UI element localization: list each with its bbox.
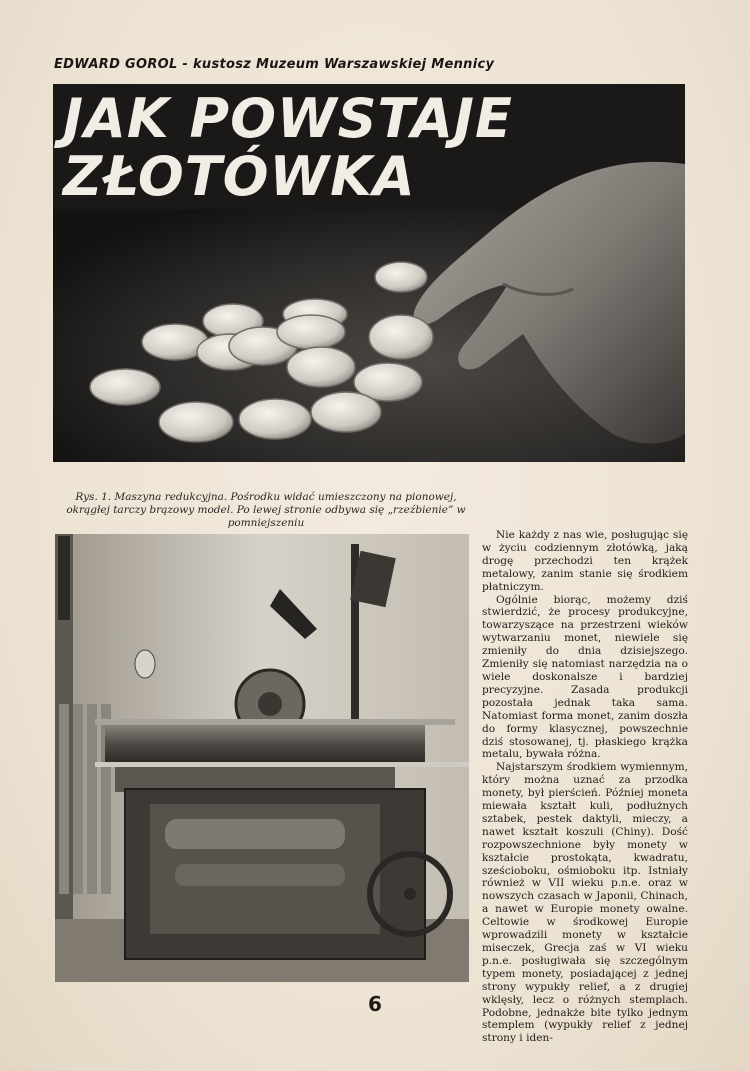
figure-caption: Rys. 1. Maszyna redukcyjna. Pośrodku widać umieszczony na pionowej, okrągłej tarczy brązowy model. Po lewej stronie odbywa się „rzeźbienie” w pomniejszeniu — [66, 491, 466, 529]
headline-line-2: ZŁOTÓWKA — [63, 145, 416, 208]
page-number: 6 — [368, 992, 382, 1016]
article-text — [482, 529, 688, 1045]
reduction-machine-photo — [55, 534, 469, 982]
headline-line-1: JAK POWSTAJE — [63, 87, 513, 150]
article-paragraph: Ogólnie biorąc, możemy dziś stwierdzić, że procesy produkcyjne, towarzyszące na przestrzeni wieków wytwarzaniu monet, niewiele się zmieniły do dnia dzisiejszego. Zmieniły się natomiast narzędzia na o wiele doskonalsze i bardziej precyzyjne. Zasada produkcji pozostała jednak taka sama. Natomiast forma monet, zanim doszła do formy klasycznej, powszechnie dziś stosowanej, tj. płaskiego krążka metalu, bywała różna. — [482, 593, 688, 761]
article-paragraph: Najstarszym środkiem wymiennym, który można uznać za przodka monety, był pierścień. Później moneta miewała kształt kuli, podłużnych sztabek, pestek daktyli, mieczy, a nawet kształt koszuli (Chiny). Dość rozpowszechnione były monety w kształcie prostokąta, kwadratu, sześcioboku, ośmioboku itp. Istniały również w VII wieku p.n.e. oraz w nowszych czasach w Japonii, Chinach, a nawet w Europie monety owalne. Celtowie w środkowej Europie wprowadzili monety w kształcie miseczek, Grecja zaś w VI wieku p.n.e. posługiwała się szczególnym typem monety, posiadającej z jednej strony wypukły relief, a z drugiej wklęsły, lecz o różnych stemplach. Podobne, jednakże bite tylko jednym stemplem (wypukły relief z jednej strony i iden- — [482, 761, 688, 1045]
author-byline: EDWARD GOROL - kustosz Muzeum Warszawskiej Mennicy — [54, 57, 495, 72]
reduction-machine-illustration — [55, 534, 469, 982]
article-paragraph: Nie każdy z nas wie, posługując się w życiu codziennym złotówką, jaką drogę przechodzi ten krążek metalowy, zanim stanie się środkiem płatniczym. — [482, 529, 688, 593]
hero-photo-coins — [53, 84, 685, 462]
